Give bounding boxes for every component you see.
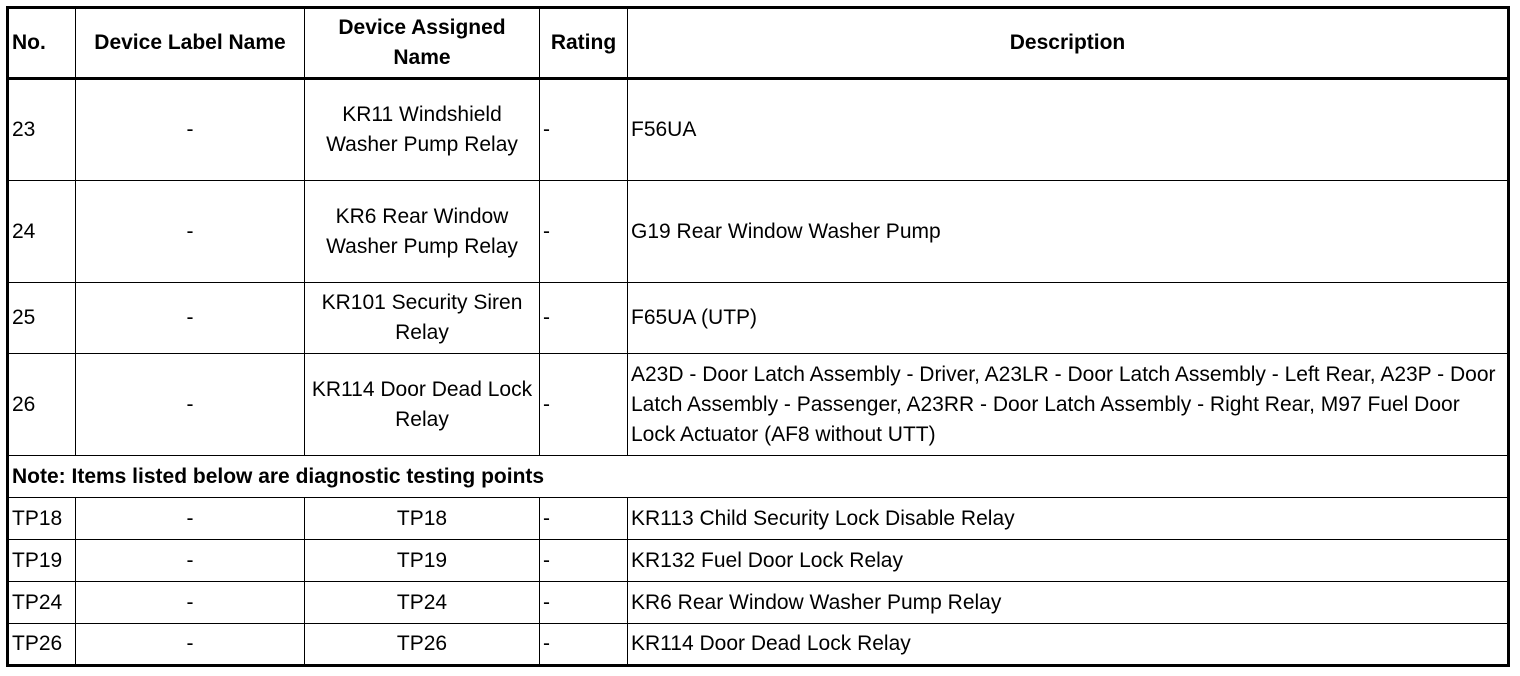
- header-row: [8, 8, 1509, 79]
- cell-rating: -: [540, 498, 628, 540]
- cell-description: A23D - Door Latch Assembly - Driver, A23LR - Door Latch Assembly - Left Rear, A23P - Door Latch Assembly - Passenger, A23RR - Door Latch Assembly - Right Rear, M97 Fuel Door Lock Actuator (AF8 without UTT): [628, 354, 1509, 456]
- cell-no: TP18: [8, 498, 76, 540]
- cell-description: KR114 Door Dead Lock Relay: [628, 624, 1509, 666]
- cell-rating: -: [540, 582, 628, 624]
- cell-device-assigned: KR101 Security Siren Relay: [305, 283, 540, 354]
- cell-device-label: -: [76, 498, 305, 540]
- cell-device-label: -: [76, 354, 305, 456]
- table-row: [8, 283, 1509, 354]
- table-row: [8, 354, 1509, 456]
- table-row: [8, 582, 1509, 624]
- cell-rating: -: [540, 79, 628, 181]
- cell-device-label: -: [76, 624, 305, 666]
- cell-description: F56UA: [628, 79, 1509, 181]
- fuse-relay-table: [6, 6, 1510, 667]
- header-device-assigned-name: Device Assigned Name: [305, 8, 540, 79]
- cell-description: F65UA (UTP): [628, 283, 1509, 354]
- header-no: No.: [8, 8, 76, 79]
- cell-rating: -: [540, 283, 628, 354]
- cell-rating: -: [540, 354, 628, 456]
- table-row: [8, 624, 1509, 666]
- cell-device-label: -: [76, 181, 305, 283]
- table-row: [8, 498, 1509, 540]
- cell-device-assigned: KR114 Door Dead Lock Relay: [305, 354, 540, 456]
- cell-device-label: -: [76, 283, 305, 354]
- cell-device-label: -: [76, 79, 305, 181]
- table-row: [8, 79, 1509, 181]
- note-row: [8, 456, 1509, 498]
- header-description: Description: [628, 8, 1509, 79]
- cell-rating: -: [540, 540, 628, 582]
- cell-description: KR113 Child Security Lock Disable Relay: [628, 498, 1509, 540]
- cell-no: 23: [8, 79, 76, 181]
- cell-rating: -: [540, 181, 628, 283]
- cell-device-assigned: KR11 Windshield Washer Pump Relay: [305, 79, 540, 181]
- cell-description: KR132 Fuel Door Lock Relay: [628, 540, 1509, 582]
- cell-description: G19 Rear Window Washer Pump: [628, 181, 1509, 283]
- cell-description: KR6 Rear Window Washer Pump Relay: [628, 582, 1509, 624]
- cell-device-assigned: TP18: [305, 498, 540, 540]
- header-rating: Rating: [540, 8, 628, 79]
- cell-device-label: -: [76, 582, 305, 624]
- cell-no: 26: [8, 354, 76, 456]
- cell-rating: -: [540, 624, 628, 666]
- cell-no: TP26: [8, 624, 76, 666]
- cell-device-assigned: TP24: [305, 582, 540, 624]
- table-row: [8, 181, 1509, 283]
- cell-no: TP19: [8, 540, 76, 582]
- header-device-label-name: Device Label Name: [76, 8, 305, 79]
- cell-device-assigned: TP26: [305, 624, 540, 666]
- cell-device-assigned: TP19: [305, 540, 540, 582]
- table-row: [8, 540, 1509, 582]
- diagnostic-note: Note: Items listed below are diagnostic testing points: [8, 456, 1509, 498]
- cell-no: 24: [8, 181, 76, 283]
- cell-no: 25: [8, 283, 76, 354]
- cell-no: TP24: [8, 582, 76, 624]
- cell-device-assigned: KR6 Rear Window Washer Pump Relay: [305, 181, 540, 283]
- cell-device-label: -: [76, 540, 305, 582]
